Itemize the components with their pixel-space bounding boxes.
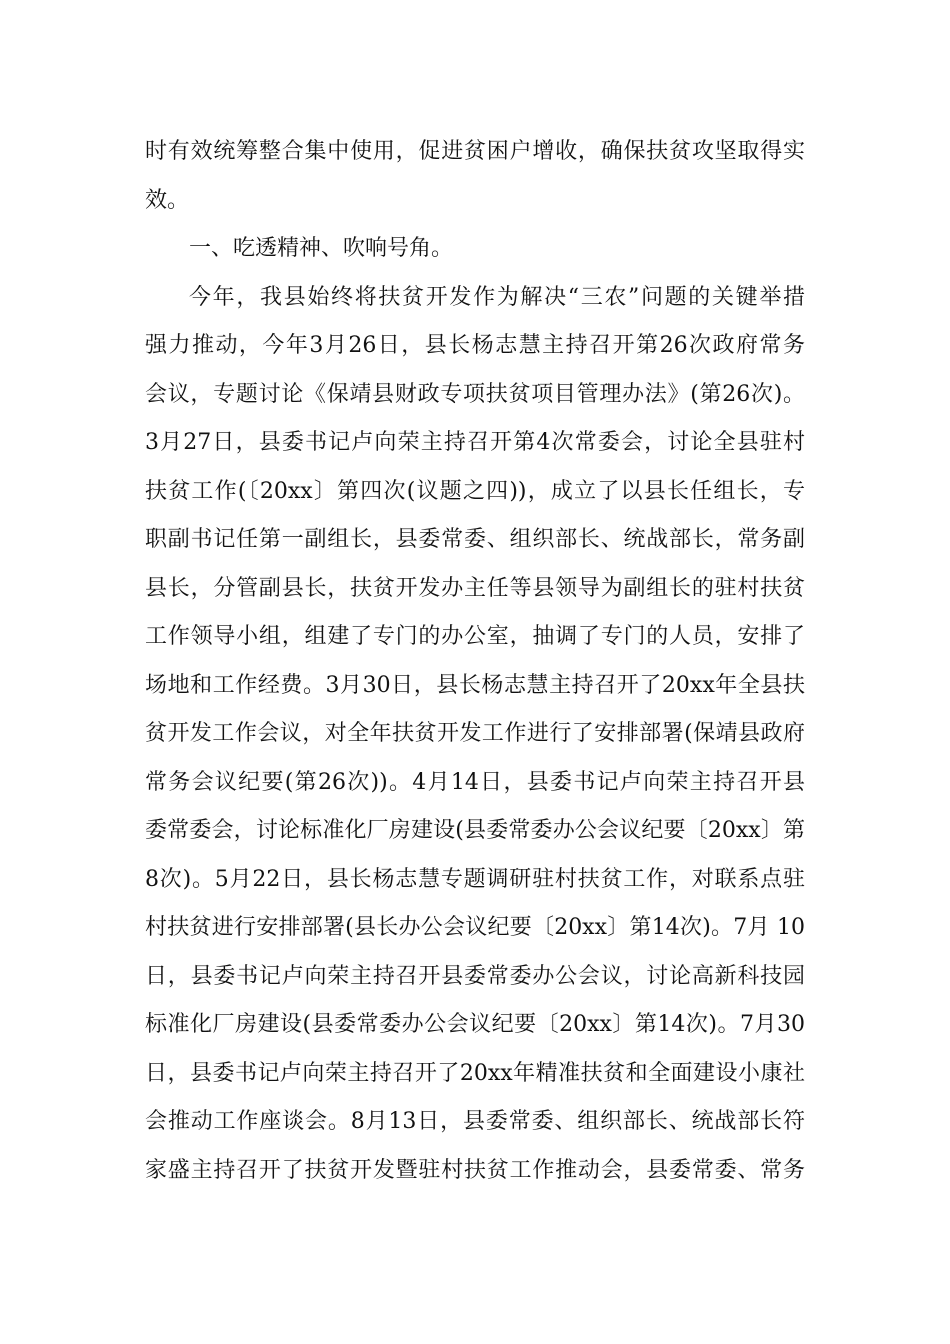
- text-line: 强力推动，今年3月26日，县长杨志慧主持召开第26次政府常务: [145, 333, 805, 358]
- text-line: 贫开发工作会议，对全年扶贫开发工作进行了安排部署(保靖县政府: [145, 721, 805, 746]
- text-line: 县长，分管副县长，扶贫开发办主任等县领导为副组长的驻村扶贫: [145, 575, 805, 601]
- text-line: 效。: [145, 187, 190, 213]
- text-line: 工作领导小组，组建了专门的办公室，抽调了专门的人员，安排了: [145, 624, 805, 649]
- text-line: 职副书记任第一副组长，县委常委、组织部长、统战部长，常务副: [145, 527, 805, 552]
- text-line: 村扶贫进行安排部署(县长办公会议纪要〔20xx〕第14次)。7月 10: [145, 915, 805, 940]
- text-line: 3月27日，县委书记卢向荣主持召开第4次常委会，讨论全县驻村: [145, 430, 805, 455]
- text-line: 会议，专题讨论《保靖县财政专项扶贫项目管理办法》(第26次)。: [145, 381, 805, 407]
- text-line: 标准化厂房建设(县委常委办公会议纪要〔20xx〕第14次)。7月30: [145, 1012, 805, 1037]
- text-line: 日，县委书记卢向荣主持召开了20xx年精准扶贫和全面建设小康社: [145, 1060, 805, 1086]
- text-line: 家盛主持召开了扶贫开发暨驻村扶贫工作推动会，县委常委、常务: [145, 1157, 805, 1183]
- text-line: 今年，我县始终将扶贫开发作为解决“三农”问题的关键举措: [189, 284, 805, 310]
- text-line: 时有效统筹整合集中使用，促进贫困户增收，确保扶贫攻坚取得实: [145, 139, 805, 164]
- text-line: 常务会议纪要(第26次))。4月14日，县委书记卢向荣主持召开县: [145, 769, 805, 795]
- text-line: 日，县委书记卢向荣主持召开县委常委办公会议，讨论高新科技园: [145, 963, 805, 989]
- text-line: 场地和工作经费。3月30日，县长杨志慧主持召开了20xx年全县扶: [145, 672, 805, 698]
- document-body: [145, 128, 805, 1195]
- section-heading: 一、吃透精神、吹响号角。: [189, 236, 454, 261]
- text-line: 委常委会，讨论标准化厂房建设(县委常委办公会议纪要〔20xx〕第: [145, 818, 805, 843]
- text-line: 8次)。5月22日，县长杨志慧专题调研驻村扶贫工作，对联系点驻: [145, 866, 805, 892]
- text-line: 会推动工作座谈会。8月13日，县委常委、组织部长、统战部长符: [145, 1109, 805, 1134]
- text-line: 扶贫工作(〔20xx〕第四次(议题之四))，成立了以县长任组长，专: [145, 478, 805, 504]
